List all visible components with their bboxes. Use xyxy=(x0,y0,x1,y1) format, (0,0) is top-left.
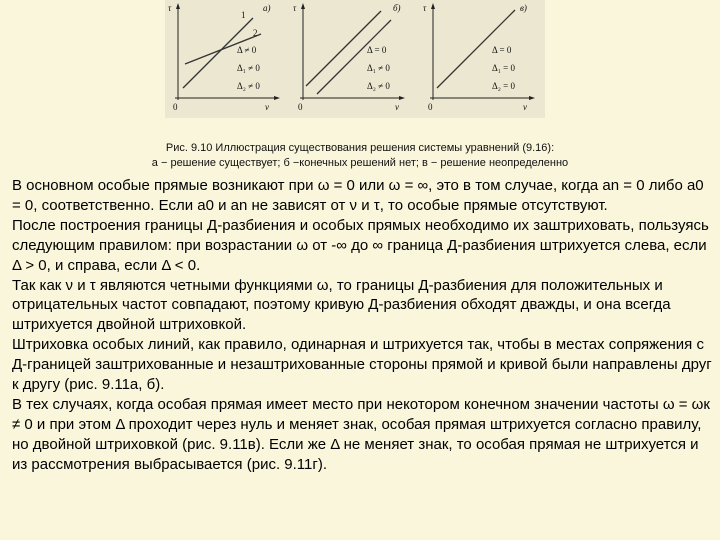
figure-caption-title: Рис. 9.10 Иллюстрация существования решения системы уравнений (9.16): xyxy=(165,142,555,154)
panel-a-line-2-label: 2 xyxy=(253,28,258,38)
panel-b-origin: 0 xyxy=(298,102,303,112)
paragraph: Так как ν и τ являются четными функциями ω, то границы Д-разбиения для положительных и отрицательных частот совпадают, поэтому кривую Д-разбиения обходят дважды, и она всегда штрихуется двойной штриховкой. xyxy=(12,276,671,334)
panel-c-axis-y: τ xyxy=(423,3,427,13)
panel-c-origin: 0 xyxy=(428,102,433,112)
panel-b-condition: Δ = 0 xyxy=(367,45,387,55)
paragraph: В тех случаях, когда особая прямая имеет место при некотором конечном значении частоты ω = ωк ≠ 0 и при этом Δ проходит через нуль и меняет знак, особая прямая штрихуется согласно правилу, но двойной штриховкой (рис. 9.11в). Если же Δ не меняет знак, то особая прямая не штрихуется и из рассмотрения выбрасывается (рис. 9.11г). xyxy=(12,395,710,473)
panel-c-condition: Δ₂ = 0 xyxy=(492,81,516,91)
panel-a xyxy=(168,3,280,112)
panel-a-condition: Δ₂ ≠ 0 xyxy=(237,81,260,91)
panel-a-condition: Δ ≠ 0 xyxy=(237,45,257,55)
paragraph: После построения границы Д-разбиения и особых прямых необходимо их заштриховать, пользуясь следующим правилом: при возрастании ω от -∞ до ∞ граница Д-разбиения штрихуется слева, если Δ > 0, и справа, если Δ < 0. xyxy=(12,216,709,274)
body-text xyxy=(12,176,712,475)
panel-b-axis-y: τ xyxy=(293,3,297,13)
panel-a-condition: Δ₁ ≠ 0 xyxy=(237,63,260,73)
panel-c-axis-x: ν xyxy=(523,102,527,112)
panel-b-condition: Δ₁ ≠ 0 xyxy=(367,63,390,73)
panel-c-condition: Δ₁ = 0 xyxy=(492,63,516,73)
panel-c-condition: Δ = 0 xyxy=(492,45,512,55)
panel-c-label: в) xyxy=(520,3,527,13)
figure-9-10 xyxy=(165,0,545,118)
panel-b xyxy=(293,3,405,112)
panel-b-axis-x: ν xyxy=(395,102,399,112)
panel-c xyxy=(423,3,535,112)
panel-a-label: а) xyxy=(263,3,271,13)
panel-a-axis-x: ν xyxy=(265,102,269,112)
paragraph: В основном особые прямые возникают при ω = 0 или ω = ∞, это в том случае, когда аn = 0 либо а0 = 0, соответственно. Если а0 и аn не зависят от ν и τ, то особые прямые отсутствуют. xyxy=(12,177,704,214)
paragraph: Штриховка особых линий, как правило, одинарная и штрихуется так, чтобы в местах сопряжения с Д-границей заштрихованные и незаштрихованные стороны прямой и кривой были направлены друг к другу (рис. 9.11а, б). xyxy=(12,336,712,394)
panel-b-label: б) xyxy=(393,3,401,13)
panel-a-axis-y: τ xyxy=(168,3,172,13)
panel-a-line-1-label: 1 xyxy=(241,10,246,20)
panel-a-origin: 0 xyxy=(173,102,178,112)
figure-caption-legend: а − решение существует; б −конечных решений нет; в − решение неопределенно xyxy=(151,157,569,169)
figure-graphs xyxy=(165,0,545,118)
panel-b-condition: Δ₂ ≠ 0 xyxy=(367,81,390,91)
